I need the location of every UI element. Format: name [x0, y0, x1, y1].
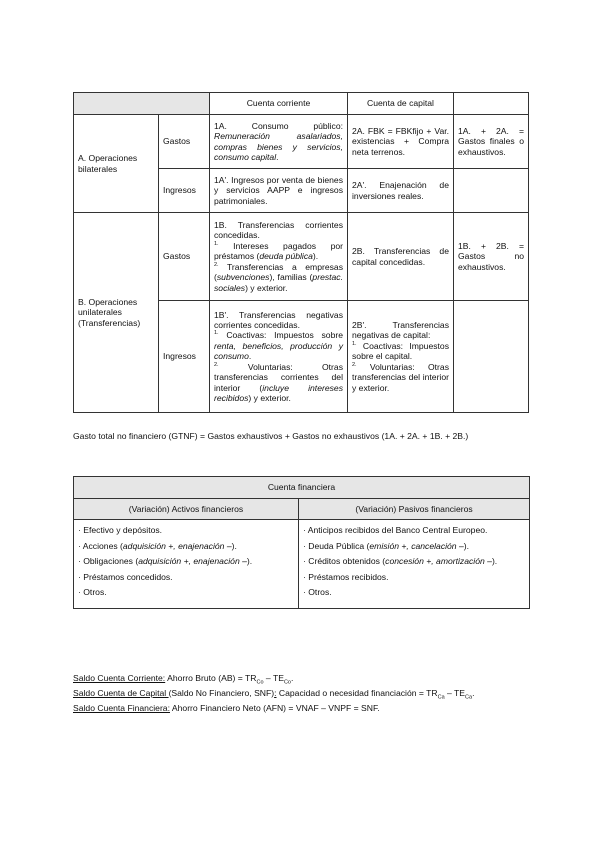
list-item: · Créditos obtenidos (concesión +, amortización –). [303, 556, 498, 566]
saldo-corriente: Saldo Cuenta Corriente: Ahorro Bruto $(AB) = TR_{Co} - TE_{Co}$. [73, 673, 294, 686]
text: . [276, 151, 279, 162]
header-activos: (Variación) Activos financieros [74, 499, 299, 520]
italic-text: renta, beneficios, producción y consumo [214, 340, 343, 362]
text: 2B'. Transferencias negativas de capital: [352, 320, 449, 341]
operations-table [73, 92, 529, 413]
cell-2a: 2A. FBK = FBKfijo + Var. existencias + Compra neta terrenos. [348, 115, 454, 169]
list-item: · Otros. [78, 587, 107, 597]
pasivos-list [299, 520, 530, 609]
text: Voluntarias: Otras transferencias del interior y exterior. [352, 361, 450, 393]
header-pasivos: (Variación) Pasivos financieros [299, 499, 530, 520]
text: ) y exterior. [245, 282, 288, 293]
cell-1a [210, 115, 348, 169]
italic-text: incluye intereses recibidos [214, 382, 343, 403]
text: 1B. Transferencias corrientes concedidas. [214, 220, 343, 241]
header-cuenta-corriente: Cuenta corriente [210, 93, 348, 115]
italic-text: prestac. sociales [214, 272, 343, 293]
footnote-number: 2. [214, 261, 219, 268]
cell-2b: 2B. Transferencias de capital concedidas. [348, 213, 454, 301]
header-cuenta-capital: Cuenta de capital [348, 93, 454, 115]
list-item: · Anticipos recibidos del Banco Central Europeo. [303, 525, 488, 535]
text: Voluntarias: Otras transferencias corrientes del interior ( [214, 361, 344, 393]
activos-list [74, 520, 299, 609]
header-total-cell [454, 93, 529, 115]
cell-1b [210, 213, 348, 301]
sub-label-ingresos: Ingresos [159, 301, 210, 413]
list-item: · Préstamos recibidos. [303, 571, 389, 582]
cell-2b-prime [348, 301, 454, 413]
saldo-capital: Saldo Cuenta de Capital (Saldo No Financiero, SNF): Capacidad o necesidad financiación = $TR_{Ca} - TE_{Ca}$. [73, 688, 475, 701]
saldo-label: Saldo Cuenta Corriente: [73, 673, 166, 683]
text: 1B'. Transferencias negativas corrientes concedidas. [214, 309, 343, 331]
saldo-label: Saldo Cuenta Financiera: [73, 703, 170, 713]
saldo-label: Saldo Cuenta de Capital [73, 688, 169, 698]
list-item: · Obligaciones (adquisición +, enajenación –). [78, 556, 253, 566]
sub-label-ingresos: Ingresos [159, 169, 210, 213]
footnote-number: 2. [352, 361, 357, 368]
saldo-financiera: Saldo Cuenta Financiera: Ahorro Financiero Neto (AFN) = VNAF – VNPF = SNF. [73, 703, 380, 713]
footnote-number: 1. [214, 330, 219, 337]
gtnf-formula: Gasto total no financiero (GTNF) = Gastos exhaustivos + Gastos no exhaustivos (1A. + 2A. + 1B. + 2B.) [73, 431, 469, 441]
row-label-unilaterales: B. Operaciones unilaterales (Transferencias) [74, 213, 159, 413]
empty-cell [454, 169, 529, 213]
financial-account-table [73, 476, 530, 609]
text: Intereses pagados por préstamos ( [214, 240, 343, 262]
financial-table-title: Cuenta financiera [74, 477, 530, 499]
text: Coactivas: Impuestos sobre el capital. [352, 340, 450, 362]
list-item: · Deuda Pública (emisión +, cancelación –). [303, 540, 470, 551]
text: Coactivas: Impuestos sobre [226, 330, 343, 341]
cell-total-a: 1A. + 2A. = Gastos finales o exhaustivos. [454, 115, 529, 169]
footnote-number: 1. [352, 340, 357, 347]
list-item: · Efectivo y depósitos. [78, 525, 163, 535]
text: . [248, 351, 252, 362]
cell-1b-prime [210, 301, 348, 413]
row-label-bilaterales: A. Operaciones bilaterales [74, 115, 159, 213]
cell-total-b: 1B. + 2B. = Gastos no exhaustivos. [454, 213, 529, 301]
italic-text: deuda pública [259, 251, 313, 262]
text: 1A. Consumo público: [214, 120, 343, 131]
text: ), familias ( [269, 272, 313, 283]
footnote-number: 1. [214, 240, 219, 247]
cell-1a-prime: 1A'. Ingresos por venta de bienes y servicios AAPP e ingresos patrimoniales. [210, 169, 348, 213]
text: Transferencias a empresas ( [214, 261, 343, 283]
list-item: · Otros. [303, 587, 332, 597]
list-item: · Acciones (adquisición +, enajenación –). [78, 540, 237, 551]
italic-text: subvenciones [216, 272, 270, 283]
sub-label-gastos: Gastos [159, 213, 210, 301]
sub-label-gastos: Gastos [159, 115, 210, 169]
list-item: · Préstamos concedidos. [78, 571, 173, 582]
cell-2a-prime: 2A'. Enajenación de inversiones reales. [348, 169, 454, 213]
italic-text: Remuneración asalariados, compras bienes y servicios, consumo capital [214, 131, 343, 162]
footnote-number: 2. [214, 361, 219, 368]
text: ). [312, 251, 319, 262]
header-empty-cell [74, 93, 210, 115]
empty-cell [454, 301, 529, 413]
text: ) y exterior. [248, 392, 291, 403]
